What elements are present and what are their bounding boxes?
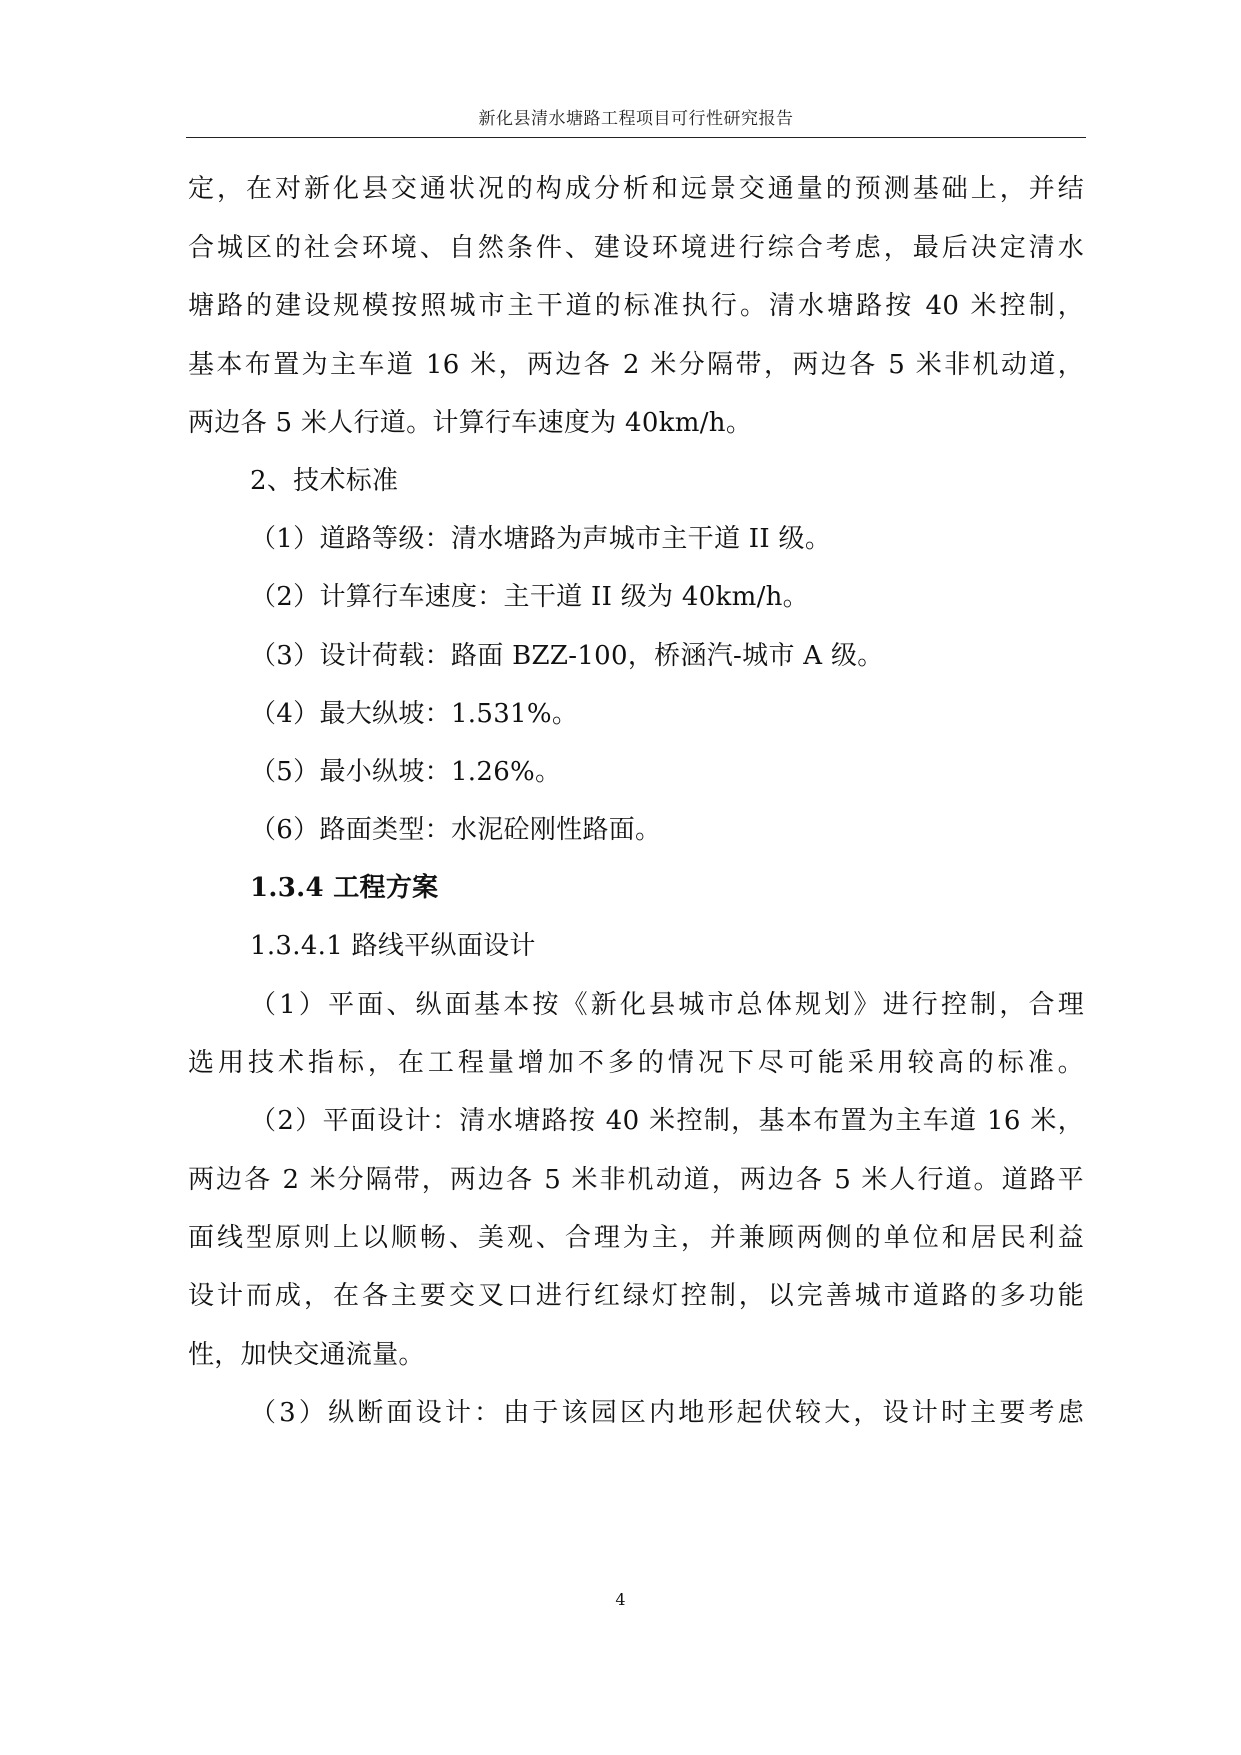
list-item: （6）路面类型：水泥砼刚性路面。 (250, 815, 662, 845)
list-item: （2）计算行车速度：主干道 II 级为 40km/h。 (250, 582, 809, 612)
subsection-heading: 1.3.4.1 路线平纵面设计 (250, 931, 536, 961)
paragraph-line: 定，在对新化县交通状况的构成分析和远景交通量的预测基础上，并结 (188, 174, 1084, 204)
header-rule (186, 137, 1086, 138)
paragraph-line: 性，加快交通流量。 (188, 1340, 425, 1370)
paragraph-line: （1）平面、纵面基本按《新化县城市总体规划》进行控制，合理 (250, 990, 1084, 1020)
list-item: （4）最大纵坡：1.531%。 (250, 699, 579, 729)
paragraph-line: 两边各 2 米分隔带，两边各 5 米非机动道，两边各 5 米人行道。道路平 (188, 1165, 1084, 1195)
paragraph-line: 两边各 5 米人行道。计算行车速度为 40km/h。 (188, 408, 753, 438)
paragraph-line: （3）纵断面设计：由于该园区内地形起伏较大，设计时主要考虑 (250, 1398, 1084, 1428)
page-number: 4 (615, 1590, 626, 1609)
paragraph-line: 面线型原则上以顺畅、美观、合理为主，并兼顾两侧的单位和居民利益 (188, 1223, 1084, 1253)
section-label: 2、技术标准 (250, 466, 399, 496)
paragraph-line: 合城区的社会环境、自然条件、建设环境进行综合考虑，最后决定清水 (188, 233, 1084, 263)
list-item: （5）最小纵坡：1.26%。 (250, 757, 562, 787)
paragraph-line: 塘路的建设规模按照城市主干道的标准执行。清水塘路按 40 米控制， (188, 291, 1084, 321)
paragraph-line: （2）平面设计：清水塘路按 40 米控制，基本布置为主车道 16 米， (250, 1106, 1084, 1136)
list-item: （3）设计荷载：路面 BZZ-100，桥涵汽-城市 A 级。 (250, 641, 884, 671)
section-heading: 1.3.4 工程方案 (250, 873, 439, 903)
paragraph-line: 设计而成，在各主要交叉口进行红绿灯控制，以完善城市道路的多功能 (188, 1281, 1084, 1311)
list-item: （1）道路等级：清水塘路为声城市主干道 II 级。 (250, 524, 832, 554)
paragraph-line: 选用技术指标，在工程量增加不多的情况下尽可能采用较高的标准。 (188, 1048, 1084, 1078)
paragraph-line: 基本布置为主车道 16 米，两边各 2 米分隔带，两边各 5 米非机动道， (188, 350, 1084, 380)
running-header: 新化县清水塘路工程项目可行性研究报告 (478, 109, 794, 129)
